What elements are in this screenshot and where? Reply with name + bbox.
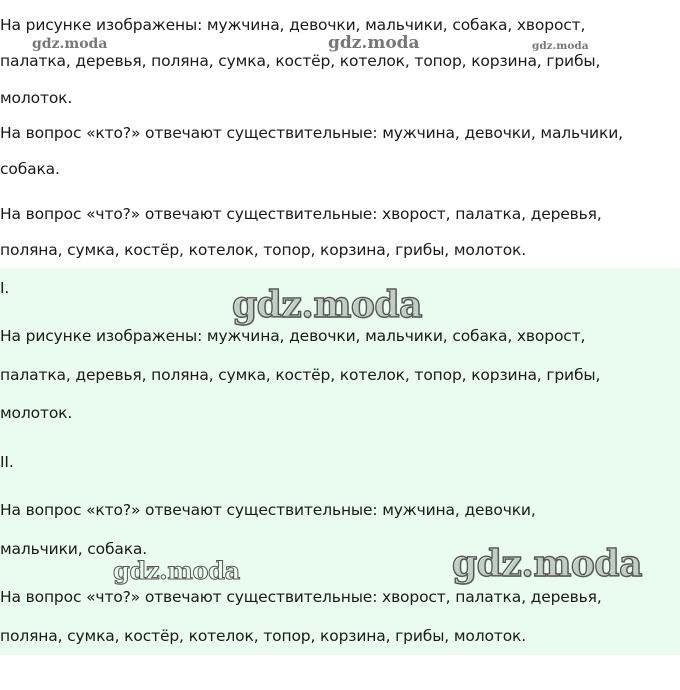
answer-part2-label: II. (0, 453, 14, 471)
watermark-logo: gdz.moda (328, 33, 420, 53)
answer-part2-line-4: поляна, сумка, костёр, котелок, топор, корзина, грибы, молоток. (0, 627, 527, 645)
intro-line-2: палатка, деревья, поляна, сумка, костёр, котелок, топор, корзина, грибы, (0, 52, 601, 70)
answer-part2-line-2: мальчики, собака. (0, 540, 148, 558)
answer-part1-label: I. (0, 279, 10, 297)
watermark-logo: gdz.moda (32, 36, 108, 52)
watermark-logo: gdz.moda (532, 40, 589, 52)
answer-part1-line-1: На рисунке изображены: мужчина, девочки, мальчики, собака, хворост, (0, 327, 586, 345)
answer-part1-line-2: палатка, деревья, поляна, сумка, костёр, котелок, топор, корзина, грибы, (0, 366, 601, 384)
intro-line-6: На вопрос «что?» отвечают существительные: хворост, палатка, деревья, (0, 205, 602, 223)
intro-line-1: На рисунке изображены: мужчина, девочки, мальчики, собака, хворост, (0, 16, 586, 34)
answer-part1-line-3: молоток. (0, 404, 73, 422)
intro-line-3: молоток. (0, 89, 73, 107)
intro-line-5: собака. (0, 160, 60, 178)
answer-part2-line-1: На вопрос «кто?» отвечают существительные: мужчина, девочки, (0, 501, 536, 519)
intro-line-4: На вопрос «кто?» отвечают существительные: мужчина, девочки, мальчики, (0, 124, 623, 142)
intro-line-7: поляна, сумка, костёр, котелок, топор, корзина, грибы, молоток. (0, 241, 527, 259)
answer-part2-line-3: На вопрос «что?» отвечают существительные: хворост, палатка, деревья, (0, 588, 602, 606)
